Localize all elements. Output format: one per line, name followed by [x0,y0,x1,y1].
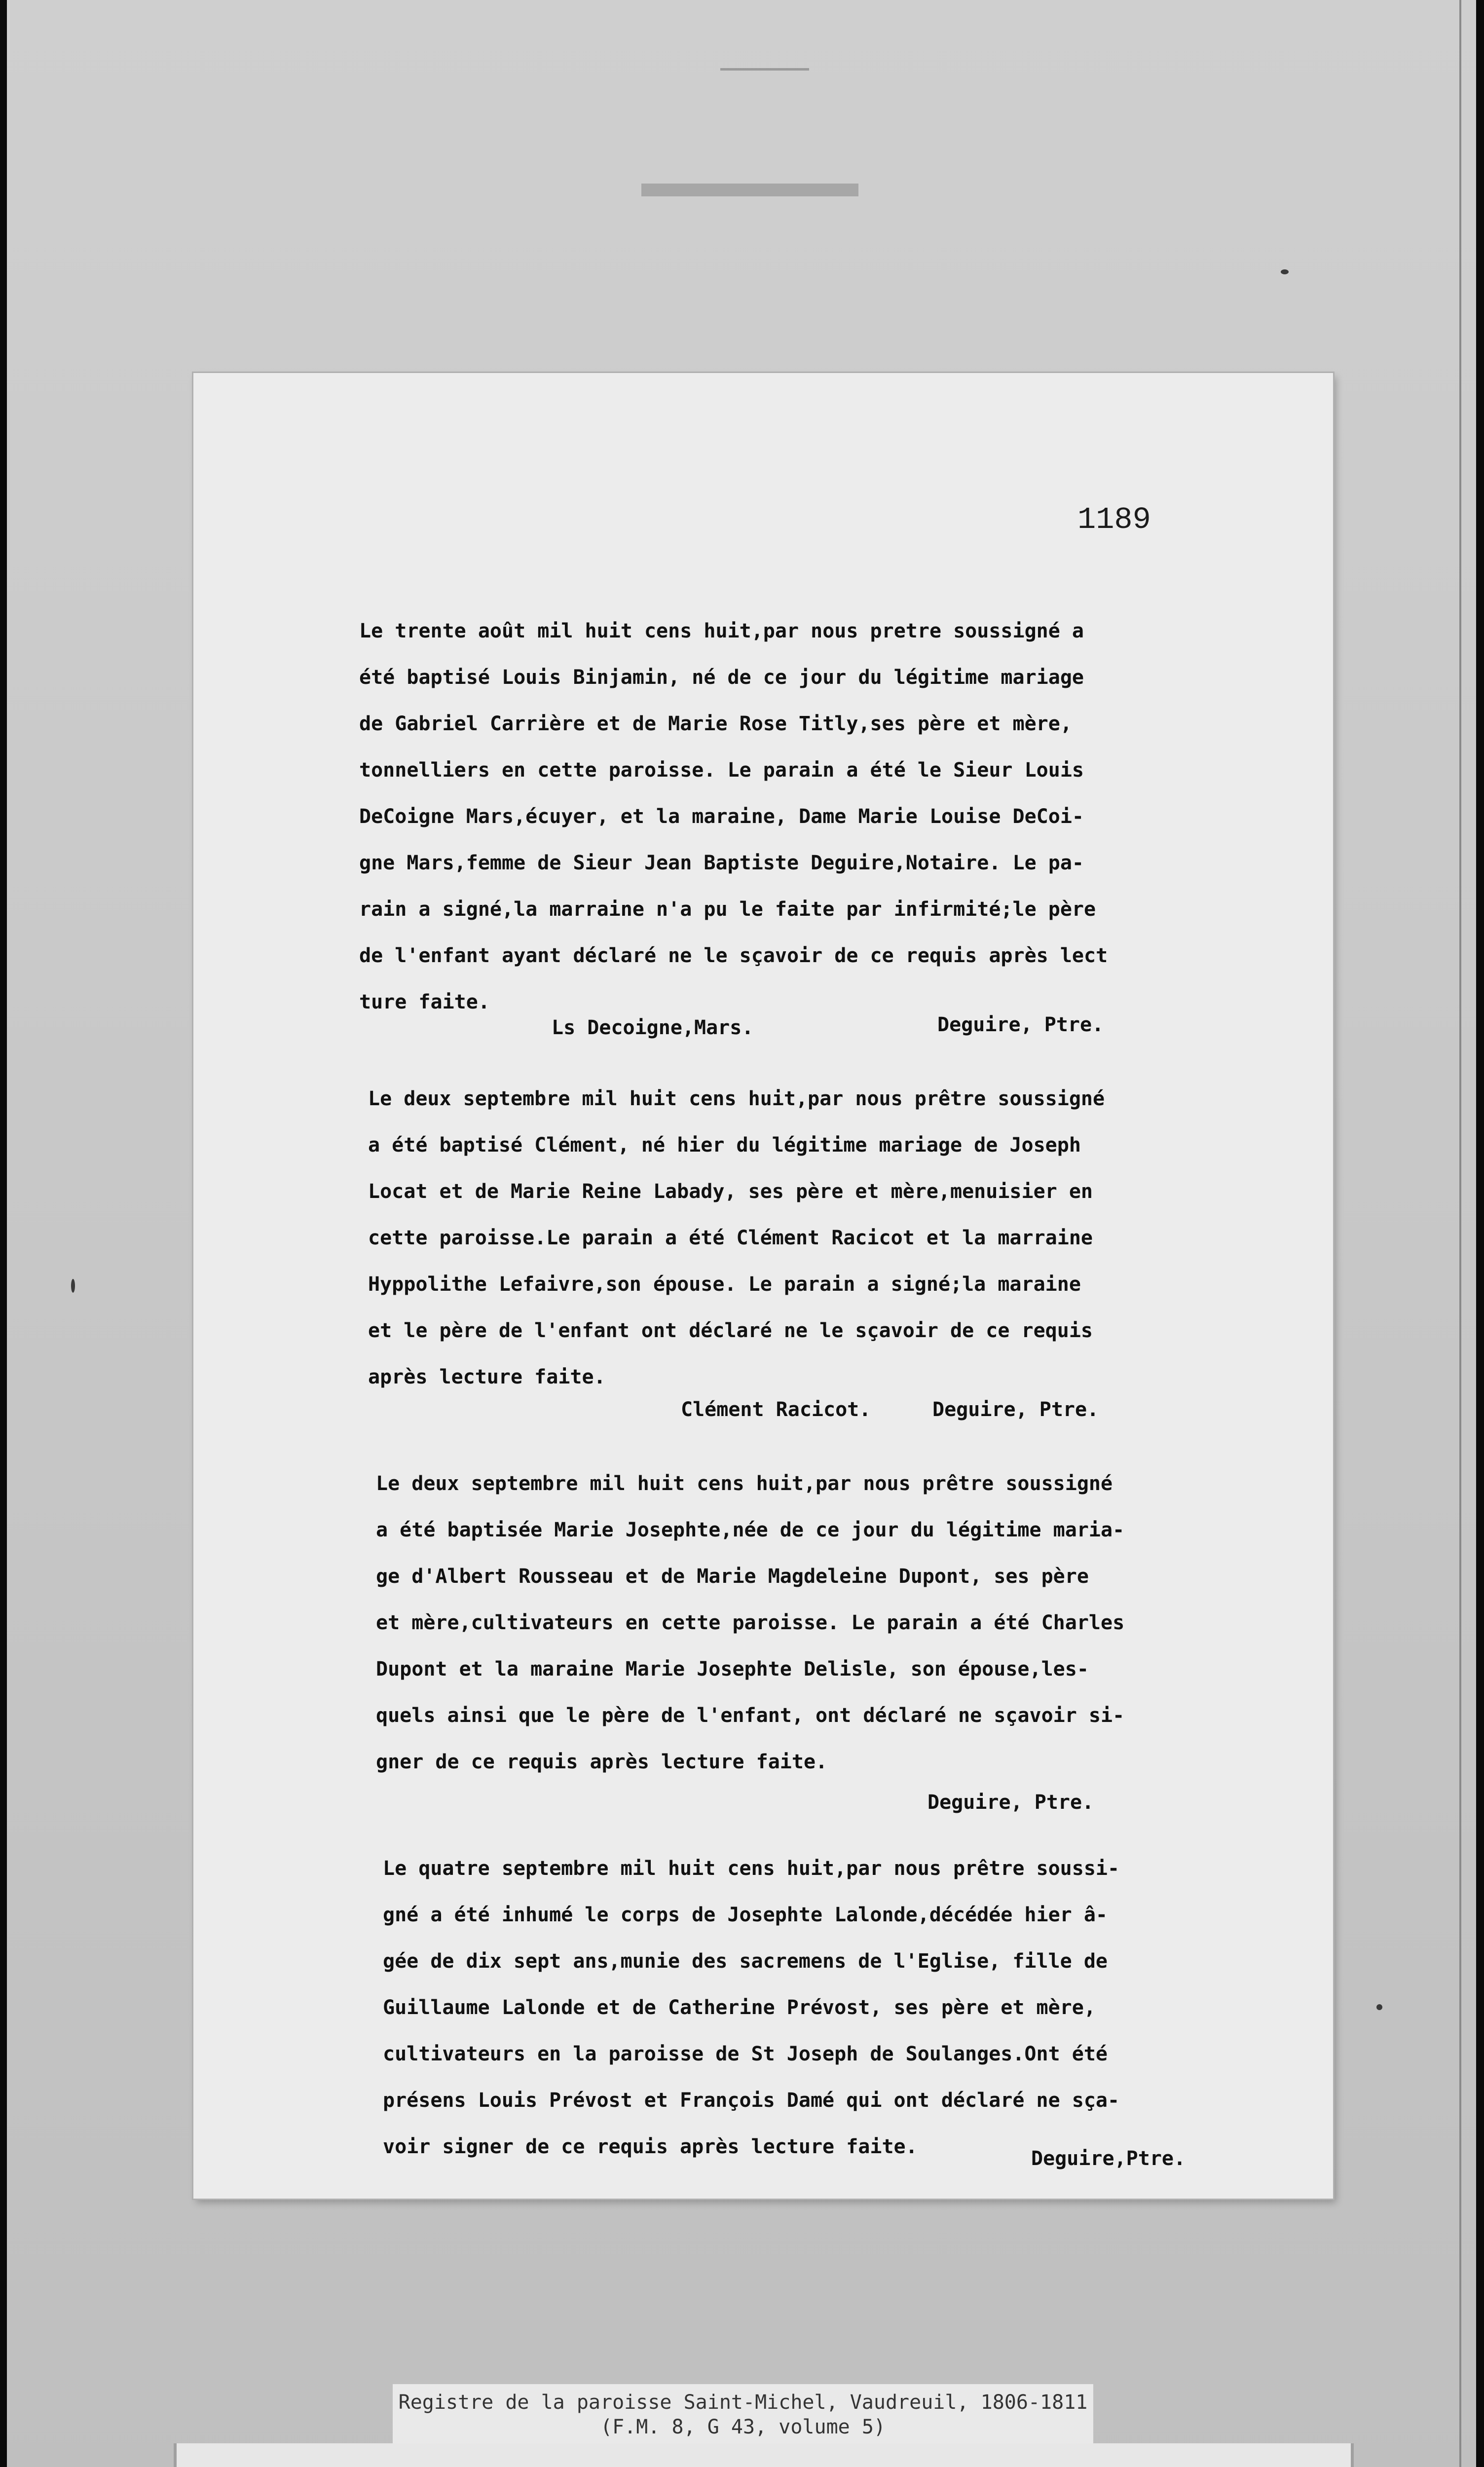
microfilm-caption [393,2384,1093,2443]
register-entry-1 [359,608,1297,1025]
signature-priest: Deguire, Ptre. [937,1013,1104,1036]
entry-line: Le deux septembre mil huit cens huit,par nous prêtre soussigné [368,1087,1105,1110]
entry-line: Guillaume Lalonde et de Catherine Prévost, ses père et mère, [383,1996,1096,2019]
register-entry-3 [376,1460,1313,1785]
entry-line: après lecture faite. [368,1366,606,1388]
entry-line: de Gabriel Carrière et de Marie Rose Titly,ses père et mère, [359,712,1072,735]
entry-line: quels ainsi que le père de l'enfant, ont déclaré ne sçavoir si- [376,1704,1125,1727]
entry-line: rain a signé,la marraine n'a pu le faite par infirmité;le père [359,898,1096,921]
entry-line: gée de dix sept ans,munie des sacremens de l'Eglise, fille de [383,1950,1108,1973]
signature-godfather: Clément Racicot. [681,1398,871,1421]
entry-line: gné a été inhumé le corps de Josephte Lalonde,décédée hier â- [383,1904,1108,1926]
entry-line: Le trente août mil huit cens huit,par nous pretre soussigné a [359,620,1084,642]
entry-line: Locat et de Marie Reine Labady, ses père et mère,menuisier en [368,1180,1093,1203]
film-speck [1281,269,1289,274]
caption-register-title: Registre de la paroisse Saint-Michel, Vaudreuil, 1806-1811 [398,2391,1088,2414]
caption-reference: (F.M. 8, G 43, volume 5) [600,2416,886,2438]
entry-line: cette paroisse.Le parain a été Clément Racicot et la marraine [368,1227,1093,1249]
board-edge-line [1459,0,1461,2467]
entry-line: présens Louis Prévost et François Damé qui ont déclaré ne sça- [383,2089,1120,2112]
signature-priest: Deguire, Ptre. [928,1791,1094,1814]
entry-line: a été baptisée Marie Josephte,née de ce jour du légitime maria- [376,1519,1125,1541]
signature-godfather: Ls Decoigne,Mars. [552,1016,754,1039]
entry-line: a été baptisé Clément, né hier du légitime mariage de Joseph [368,1134,1081,1157]
register-entry-4 [383,1845,1320,2170]
entry-line: été baptisé Louis Binjamin, né de ce jour du légitime mariage [359,666,1084,689]
entry-line: de l'enfant ayant déclaré ne le sçavoir de ce requis après lect [359,944,1108,967]
entry-line: gne Mars,femme de Sieur Jean Baptiste Deguire,Notaire. Le pa- [359,852,1084,874]
entry-line: tonnelliers en cette paroisse. Le parain a été le Sieur Louis [359,759,1084,782]
entry-line: gner de ce requis après lecture faite. [376,1751,828,1773]
archives-card [174,2443,1354,2467]
film-scratch [641,184,858,196]
film-edge-left [0,0,7,2467]
entry-line: et le père de l'enfant ont déclaré ne le sçavoir de ce requis [368,1319,1093,1342]
register-entry-2 [368,1076,1305,1400]
signature-priest: Deguire,Ptre. [1031,2147,1186,2170]
film-scratch [720,68,809,71]
entry-line: cultivateurs en la paroisse de St Joseph de Soulanges.Ont été [383,2043,1108,2065]
film-speck [71,1279,75,1293]
entry-line: ture faite. [359,991,490,1013]
entry-line: Le deux septembre mil huit cens huit,par nous prêtre soussigné [376,1472,1113,1495]
film-edge-right [1476,0,1484,2467]
entry-line: DeCoigne Mars,écuyer, et la maraine, Dame Marie Louise DeCoi- [359,805,1084,828]
entry-line: et mère,cultivateurs en cette paroisse. Le parain a été Charles [376,1611,1125,1634]
entry-line: Le quatre septembre mil huit cens huit,par nous prêtre soussi- [383,1857,1120,1880]
entry-line: Hyppolithe Lefaivre,son épouse. Le parain a signé;la maraine [368,1273,1081,1296]
entry-line: voir signer de ce requis après lecture faite. [383,2135,918,2158]
entry-line: ge d'Albert Rousseau et de Marie Magdeleine Dupont, ses père [376,1565,1089,1588]
entry-line: Dupont et la maraine Marie Josephte Delisle, son épouse,les- [376,1658,1089,1681]
page-number: 1189 [1077,502,1151,537]
film-speck [1376,2004,1382,2010]
signature-priest: Deguire, Ptre. [932,1398,1099,1421]
